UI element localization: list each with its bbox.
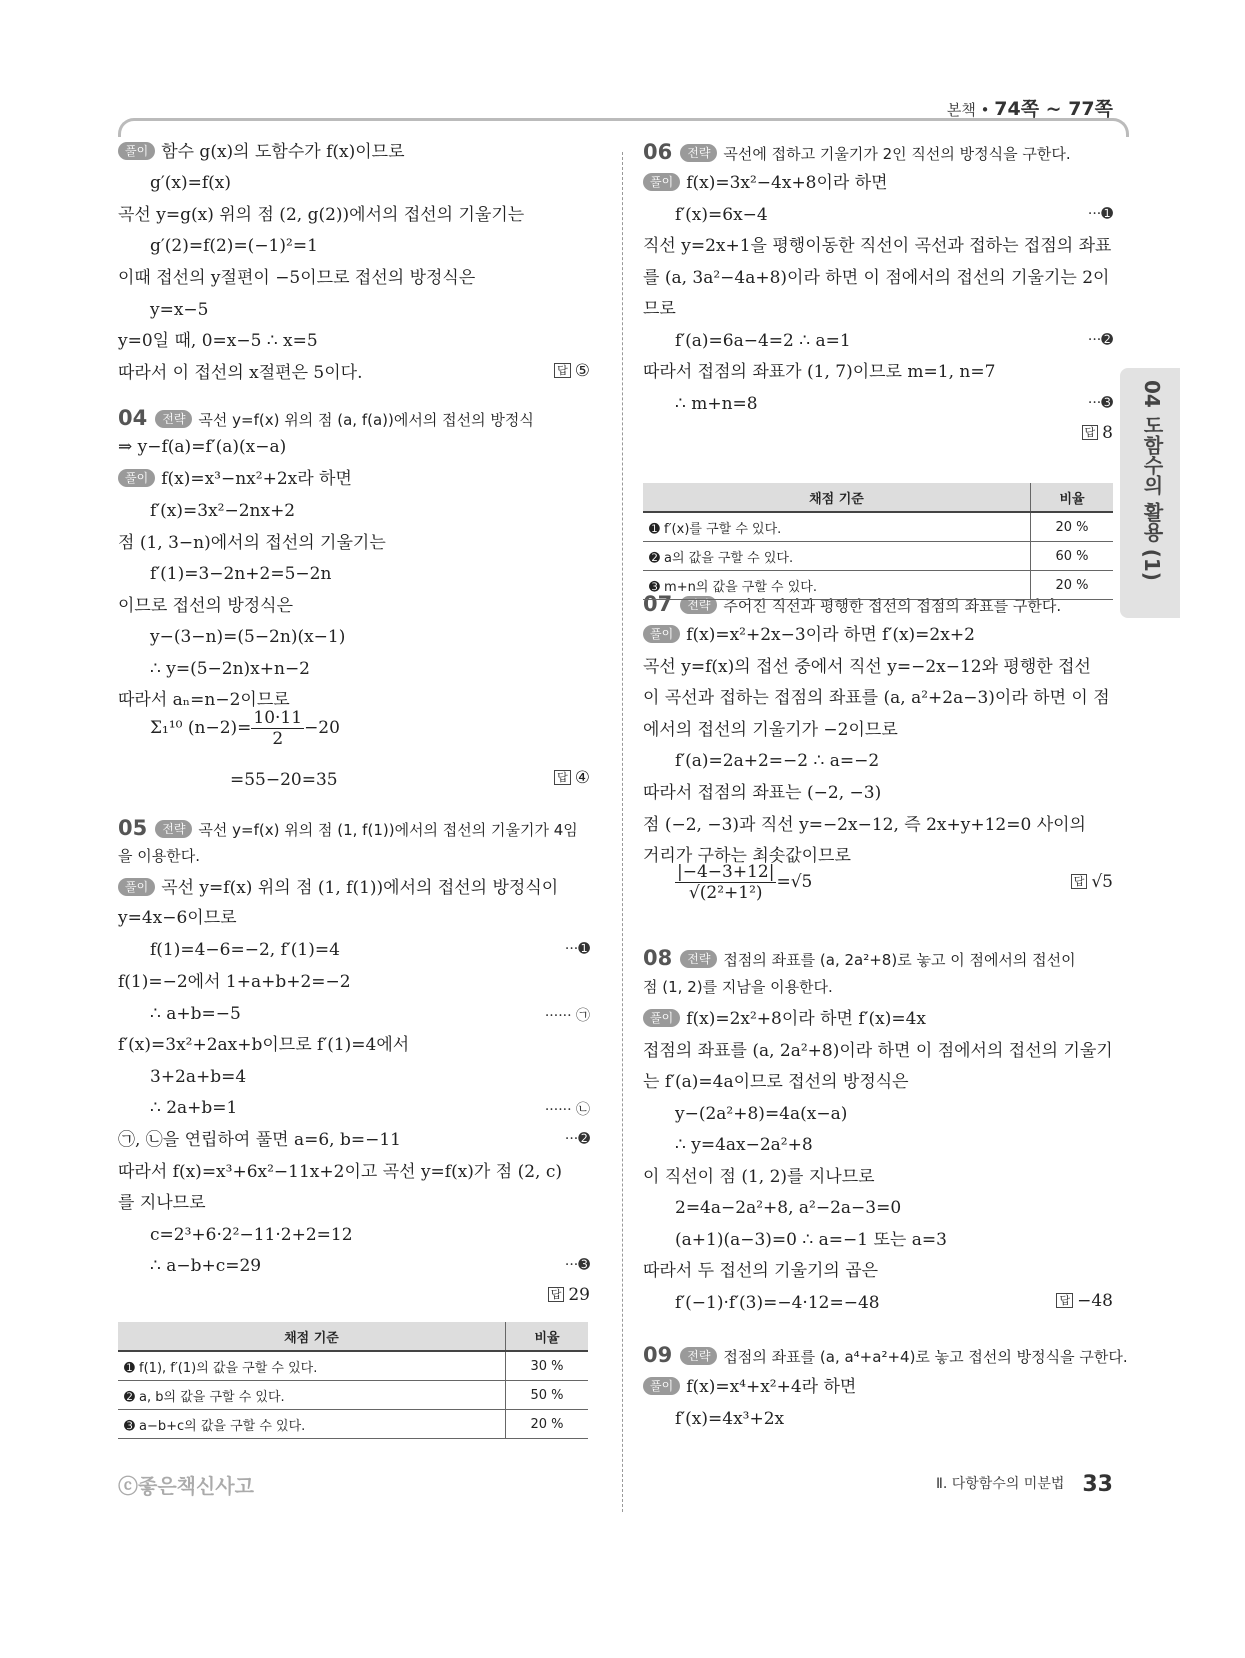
chapter-side-tab[interactable] [1120,368,1180,618]
line-text: 접점의 좌표를 (a, a⁴+a²+4)로 놓고 접선의 방정식을 구한다. [723,1348,1128,1366]
answer-icon: 답 [554,363,571,378]
line-text: y=4x−6이므로 [118,908,237,928]
answer-value: ④ [574,768,590,788]
line-text: f′(a)=6a−4=2 ∴ a=1 [675,331,851,351]
column-divider [622,152,623,1512]
text-line [675,1196,901,1220]
line-text: 를 (a, 3a²−4a+8)이라 하면 이 점에서의 접선의 기울기는 2이 [643,268,1110,288]
answer [554,768,590,788]
line-text: 에서의 접선의 기울기가 −2이므로 [643,720,898,740]
step-marker: ···➋ [1087,332,1113,348]
fraction-denominator: 2 [272,729,284,749]
answer-icon: 답 [1071,874,1088,889]
equation-suffix: −20 [304,718,340,738]
line-text: g′(2)=f(2)=(−1)²=1 [150,236,318,256]
fraction [251,708,304,749]
fraction-denominator: √(2²+1²) [688,883,763,903]
text-line [118,140,405,164]
header-book: 본책 [946,101,976,119]
text-line [118,329,318,353]
text-line [675,1228,947,1252]
line-text: ∴ 2a+b=1 [150,1098,238,1118]
table-row [643,571,1113,600]
text-line [643,655,1091,679]
footer-chapter: Ⅱ. 다항함수의 미분법 [935,1476,1065,1492]
problem-number: 09 [643,1343,673,1367]
answer-icon: 답 [1082,425,1099,440]
line-text: g′(x)=f(x) [150,173,231,193]
text-line [118,203,524,227]
line-text: 점 (−2, −3)과 직선 y=−2x−12, 즉 2x+y+12=0 사이의 [643,815,1086,835]
equation-suffix: =√5 [776,872,813,892]
answer-icon: 답 [548,1287,565,1302]
line-text: 따라서 두 접선의 기울기의 곱은 [643,1261,879,1281]
strategy-badge: 전략 [680,950,717,968]
text-line [150,1254,261,1278]
step-marker: ···➌ [564,1257,590,1273]
header-rule [118,118,1129,137]
strategy-badge: 전략 [680,596,717,614]
answer [548,1285,590,1305]
line-text: 이므로 접선의 방정식은 [118,596,294,616]
text-line [643,1070,909,1094]
text-line [118,906,237,930]
header-dot: • [980,101,990,119]
answer [1082,423,1113,443]
line-text: 따라서 접점의 좌표는 (−2, −3) [643,783,882,803]
answer [1071,872,1113,892]
text-line [150,708,340,749]
text-line [675,1102,847,1126]
text-line [150,1223,353,1247]
text-line [118,531,386,555]
text-line [118,844,200,868]
line-text: f′(x)=4x³+2x [675,1409,785,1429]
text-line [643,297,676,321]
table-cell: 20 % [506,1410,589,1439]
line-text: 을 이용한다. [118,847,200,865]
solution-badge: 풀이 [118,469,155,487]
line-text: 2=4a−2a²+8, a²−2a−3=0 [675,1198,902,1218]
text-line [118,435,286,459]
line-text: f′(a)=2a+2=−2 ∴ a=−2 [675,751,880,771]
step-marker: ······ ㉠ [544,1008,590,1024]
text-line [150,1096,237,1120]
text-line [150,625,345,649]
text-line [118,1160,562,1184]
table-cell: 30 % [506,1351,589,1381]
problem-number: 06 [643,140,673,164]
line-text: ∴ y=(5−2n)x+n−2 [150,659,310,679]
line-text: 따라서 이 접선의 x절편은 5이다. [118,363,363,383]
text-line [118,816,578,842]
solution-badge: 풀이 [118,142,155,160]
line-text: 점 (1, 2)를 지남을 이용한다. [643,978,833,996]
page-number: 33 [1082,1472,1113,1497]
step-marker: ···➊ [1087,206,1113,222]
line-text: 곡선 y=f(x) 위의 점 (a, f(a))에서의 접선의 방정식 [198,411,534,429]
table-header: 채점 기준 [643,483,1031,512]
line-text: 곡선 y=f(x)의 접선 중에서 직선 y=−2x−12와 평행한 접선 [643,657,1091,677]
step-marker: ···➌ [1087,395,1113,411]
fraction [675,862,776,903]
table-cell: 20 % [1031,571,1114,600]
grading-table-05 [118,1322,588,1439]
solution-badge: 풀이 [643,173,680,191]
line-text: f(1)=4−6=−2, f′(1)=4 [150,940,340,960]
text-line [643,781,881,805]
line-text: 므로 [643,299,676,319]
text-line [118,361,363,385]
text-line [675,1133,813,1157]
line-text: 따라서 접점의 좌표가 (1, 7)이므로 m=1, n=7 [643,362,996,382]
line-text: (a+1)(a−3)=0 ∴ a=−1 또는 a=3 [675,1230,947,1250]
text-line [643,1375,856,1399]
step-marker: ···➊ [564,941,590,957]
text-line [230,768,338,792]
page-header [947,94,1113,121]
table-cell: ➊ f(1), f′(1)의 값을 구할 수 있다. [118,1351,506,1381]
line-text: 함수 g(x)의 도함수가 f(x)이므로 [161,142,405,162]
line-text: 곡선 y=f(x) 위의 점 (1, f(1))에서의 접선의 방정식이 [161,878,559,898]
table-header: 채점 기준 [118,1322,506,1351]
page-footer [936,1472,1113,1497]
text-line [150,657,310,681]
text-line [675,1407,784,1431]
table-cell: ➋ a의 값을 구할 수 있다. [643,542,1031,571]
line-text: 이때 접선의 y절편이 −5이므로 접선의 방정식은 [118,268,476,288]
table-cell: 20 % [1031,512,1114,542]
text-line [643,813,1086,837]
text-line [643,1039,1113,1063]
line-text: f′(x)=6x−4 [675,205,768,225]
line-text: ⇒ y−f(a)=f′(a)(x−a) [118,437,287,457]
table-header: 비율 [1031,483,1114,512]
text-line [675,329,851,353]
text-line [118,594,293,618]
solution-badge: 풀이 [118,878,155,896]
text-line [643,623,975,647]
line-text: 점 (1, 3−n)에서의 접선의 기울기는 [118,533,386,553]
table-cell: ➌ m+n의 값을 구할 수 있다. [643,571,1031,600]
line-text: 는 f′(a)=4a이므로 접선의 방정식은 [643,1072,909,1092]
line-text: f(1)=−2에서 1+a+b+2=−2 [118,972,351,992]
line-text: f′(x)=3x²+2ax+b이므로 f′(1)=4에서 [118,1035,410,1055]
strategy-badge: 전략 [155,410,192,428]
text-line [150,1002,241,1026]
text-line [118,1191,206,1215]
table-row [118,1351,588,1381]
answer-icon: 답 [1056,1293,1073,1308]
problem-number: 07 [643,592,673,616]
line-text: ∴ y=4ax−2a²+8 [675,1135,813,1155]
table-row [118,1381,588,1410]
line-text: f(x)=2x²+8이라 하면 f′(x)=4x [686,1009,927,1029]
solution-badge: 풀이 [643,625,680,643]
line-text: y=x−5 [150,300,209,320]
line-text: 이 곡선과 접하는 접점의 좌표를 (a, a²+2a−3)이라 하면 이 점 [643,688,1110,708]
text-line [643,140,1071,166]
answer-value: √5 [1091,872,1113,892]
strategy-badge: 전략 [155,820,192,838]
text-line [643,1259,878,1283]
text-line [643,360,995,384]
answer [1056,1291,1113,1311]
line-text: 접점의 좌표를 (a, 2a²+8)이라 하면 이 점에서의 접선의 기울기 [643,1041,1113,1061]
line-text: =55−20=35 [230,770,338,790]
text-line [118,266,475,290]
text-line [643,686,1110,710]
line-text: 거리가 구하는 최솟값이므로 [643,846,851,866]
equation-prefix: Σ₁¹⁰ (n−2)= [150,718,252,738]
line-text: f(x)=x²+2x−3이라 하면 f′(x)=2x+2 [686,625,975,645]
fraction-numerator: 10·11 [253,708,303,728]
text-line [643,718,898,742]
table-row [118,1410,588,1439]
line-text: 주어진 직선과 평행한 접선의 접점의 좌표를 구한다. [723,597,1062,615]
line-text: 3+2a+b=4 [150,1067,247,1087]
line-text: ㉠, ㉡을 연립하여 풀면 a=6, b=−11 [118,1130,401,1150]
solution-badge: 풀이 [643,1009,680,1027]
step-marker: ······ ㉡ [544,1102,590,1118]
line-text: y−(3−n)=(5−2n)(x−1) [150,627,346,647]
line-text: 곡선 y=f(x) 위의 점 (1, f(1))에서의 접선의 기울기가 4임 [198,821,578,839]
table-cell: 60 % [1031,542,1114,571]
answer-value: 8 [1102,423,1113,443]
line-text: f(x)=x³−nx²+2x라 하면 [161,469,352,489]
text-line [150,938,340,962]
strategy-badge: 전략 [680,1347,717,1365]
solution-badge: 풀이 [643,1377,680,1395]
text-line [675,1291,880,1315]
text-line [150,234,318,258]
text-line [643,975,833,999]
table-row [643,512,1113,542]
text-line [643,234,1111,258]
text-line [643,1007,926,1031]
line-text: ∴ a+b=−5 [150,1004,241,1024]
line-text: f′(1)=3−2n+2=5−2n [150,564,332,584]
text-line [643,946,1076,972]
line-text: ∴ m+n=8 [675,394,758,414]
answer [554,361,590,381]
text-line [643,1165,875,1189]
line-text: 따라서 aₙ=n−2이므로 [118,690,290,710]
text-line [150,562,331,586]
line-text: f′(x)=3x²−2nx+2 [150,501,296,521]
line-text: 를 지나므로 [118,1193,206,1213]
table-header: 비율 [506,1322,589,1351]
line-text: f(x)=x⁴+x²+4라 하면 [686,1377,857,1397]
chapter-side-label: 04 도함수의 활용 (1) [1140,380,1164,581]
text-line [118,406,534,432]
grading-table-06 [643,483,1113,600]
answer-value: 29 [568,1285,590,1305]
fraction-numerator: |−4−3+12| [677,862,775,882]
line-text: f(x)=3x²−4x+8이라 하면 [686,173,888,193]
line-text: ∴ a−b+c=29 [150,1256,262,1276]
line-text: 직선 y=2x+1을 평행이동한 직선이 곡선과 접하는 접점의 좌표 [643,236,1112,256]
line-text: 곡선 y=g(x) 위의 점 (2, g(2))에서의 접선의 기울기는 [118,205,525,225]
text-line [150,298,209,322]
line-text: c=2³+6·2²−11·2+2=12 [150,1225,353,1245]
line-text: 이 직선이 점 (1, 2)를 지나므로 [643,1167,875,1187]
text-line [675,862,812,903]
text-line [150,171,231,195]
strategy-badge: 전략 [680,144,717,162]
line-text: 따라서 f(x)=x³+6x²−11x+2이고 곡선 y=f(x)가 점 (2, c) [118,1162,562,1182]
text-line [118,1033,409,1057]
problem-number: 05 [118,816,148,840]
answer-icon: 답 [554,770,571,785]
line-text: y−(2a²+8)=4a(x−a) [675,1104,848,1124]
problem-number: 04 [118,406,148,430]
publisher-logo: ⓒ좋은책신사고 [118,1474,254,1498]
table-row [643,542,1113,571]
problem-number: 08 [643,946,673,970]
line-text: 곡선에 접하고 기울기가 2인 직선의 방정식을 구한다. [723,145,1071,163]
table-cell: 50 % [506,1381,589,1410]
table-cell: ➌ a−b+c의 값을 구할 수 있다. [118,1410,506,1439]
text-line [150,1065,246,1089]
step-marker: ···➋ [564,1131,590,1147]
text-line [675,392,758,416]
answer-value: ⑤ [574,361,590,381]
text-line [675,749,879,773]
text-line [118,1128,401,1152]
text-line [118,876,558,900]
text-line [643,1343,1128,1369]
text-line [150,499,295,523]
table-cell: ➊ f′(x)를 구할 수 있다. [643,512,1031,542]
text-line [118,970,351,994]
line-text: y=0일 때, 0=x−5 ∴ x=5 [118,331,318,351]
answer-value: −48 [1077,1291,1113,1311]
text-line [643,266,1109,290]
table-cell: ➋ a, b의 값을 구할 수 있다. [118,1381,506,1410]
line-text: 접점의 좌표를 (a, 2a²+8)로 놓고 이 점에서의 접선이 [723,951,1076,969]
header-range: 74쪽 ~ 77쪽 [994,98,1113,120]
text-line [118,467,352,491]
text-line [643,171,888,195]
text-line [675,203,768,227]
line-text: f′(−1)·f′(3)=−4·12=−48 [675,1293,880,1313]
